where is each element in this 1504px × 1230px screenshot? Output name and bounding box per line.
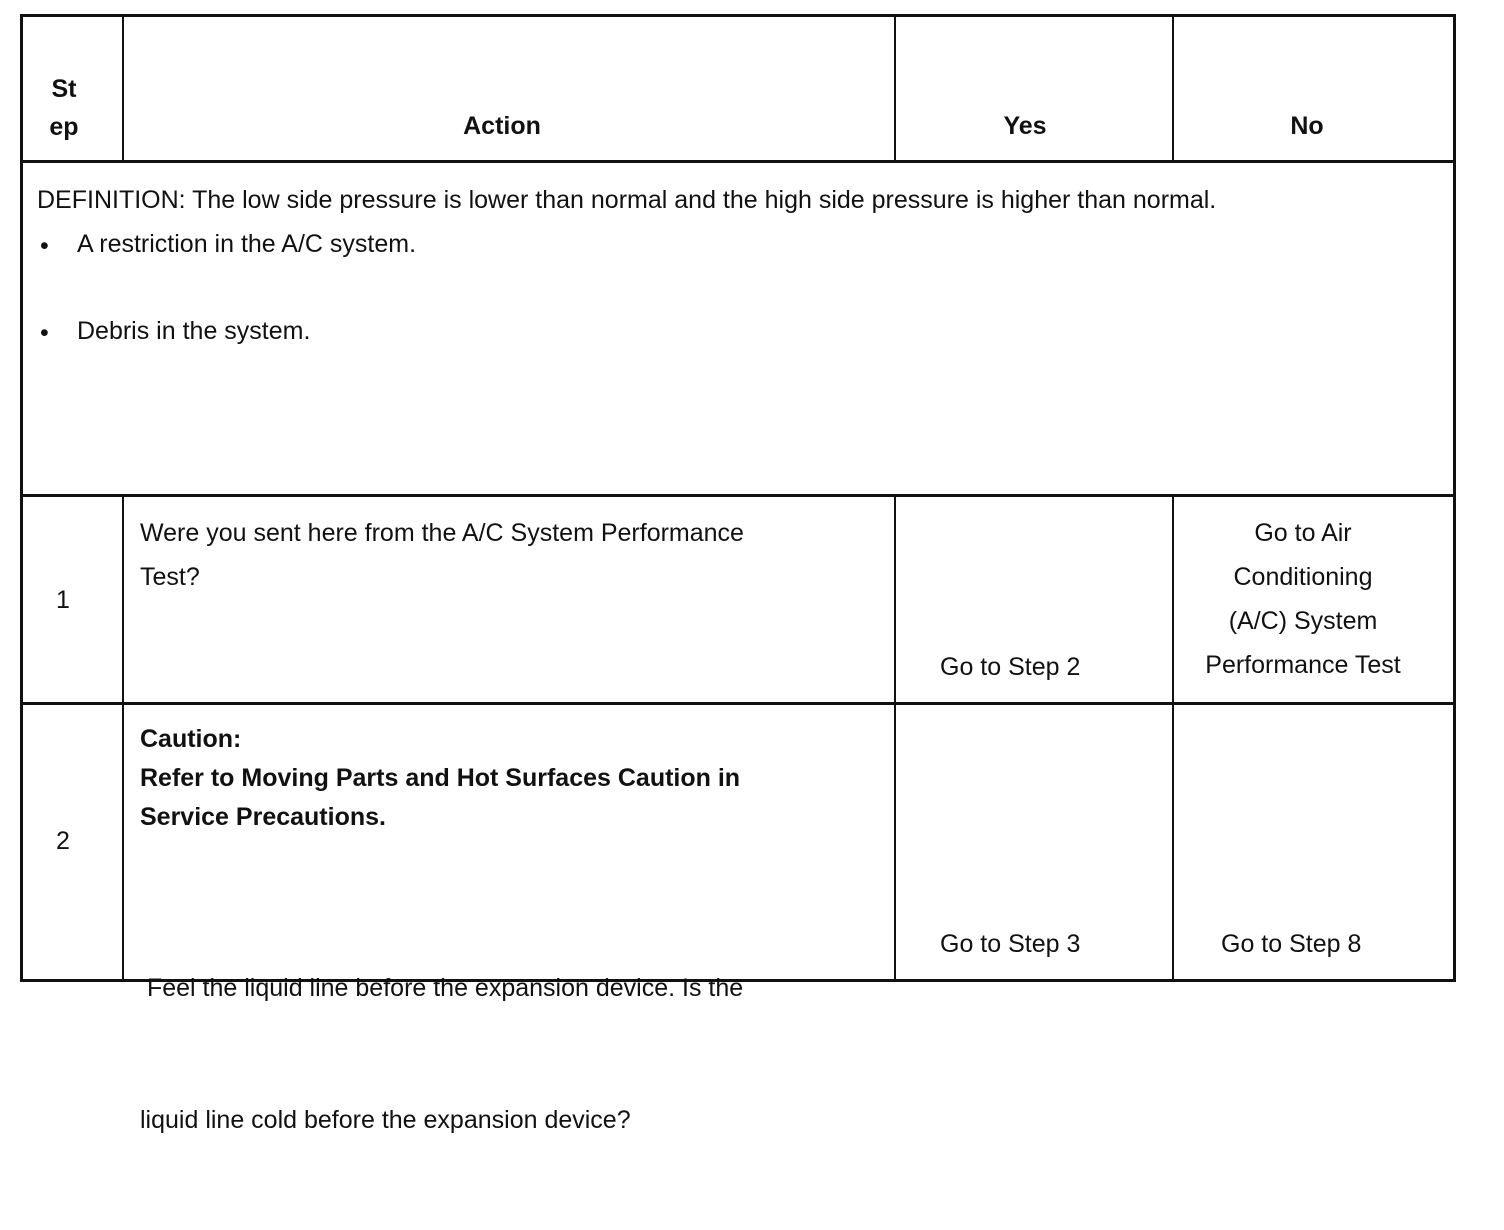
row2-step: 2 xyxy=(56,827,70,855)
row1-action-line1: Were you sent here from the A/C System Performance xyxy=(140,519,744,547)
bullet-glyph-1: • xyxy=(40,232,49,260)
row2-caution xyxy=(140,720,740,837)
header-yes: Yes xyxy=(1003,112,1047,140)
header-step-line2: ep xyxy=(49,113,79,141)
step-column-divider-rows xyxy=(122,494,124,982)
row1-no-line1: Go to Air xyxy=(1254,519,1352,547)
header-action: Action xyxy=(463,112,541,140)
row1-no xyxy=(1174,511,1432,687)
header-no: No xyxy=(1290,112,1324,140)
row2-action xyxy=(140,878,743,1230)
header-step xyxy=(24,70,104,146)
definition-bullet-1: A restriction in the A/C system. xyxy=(77,230,417,258)
row2-caution-line2: Refer to Moving Parts and Hot Surfaces Caution in xyxy=(140,764,741,792)
definition-text: DEFINITION: The low side pressure is lower than normal and the high side pressure is higher than normal. xyxy=(37,186,1217,214)
row2-yes: Go to Step 3 xyxy=(940,930,1081,958)
row2-action-line2: liquid line cold before the expansion device? xyxy=(140,1106,631,1134)
action-column-divider-rows xyxy=(894,494,896,982)
row1-no-line4: Performance Test xyxy=(1205,651,1401,679)
definition-divider xyxy=(20,494,1456,497)
row1-no-line2: Conditioning xyxy=(1233,563,1373,591)
row2-caution-line3: Service Precautions. xyxy=(140,803,386,831)
row1-action-line2: Test? xyxy=(140,563,200,591)
row1-yes: Go to Step 2 xyxy=(940,653,1081,681)
row2-caution-label: Caution: xyxy=(140,725,242,753)
definition-bullet-2: Debris in the system. xyxy=(77,317,311,345)
row1-divider xyxy=(20,702,1456,705)
header-step-line1: St xyxy=(51,75,77,103)
row2-no: Go to Step 8 xyxy=(1221,930,1362,958)
row1-action xyxy=(140,511,744,599)
row2-action-line1: Feel the liquid line before the expansion device. Is the xyxy=(140,974,744,1002)
row1-no-line3: (A/C) System xyxy=(1228,607,1378,635)
row1-step: 1 xyxy=(56,586,70,614)
bullet-glyph-2: • xyxy=(40,319,49,347)
header-divider xyxy=(20,160,1456,163)
